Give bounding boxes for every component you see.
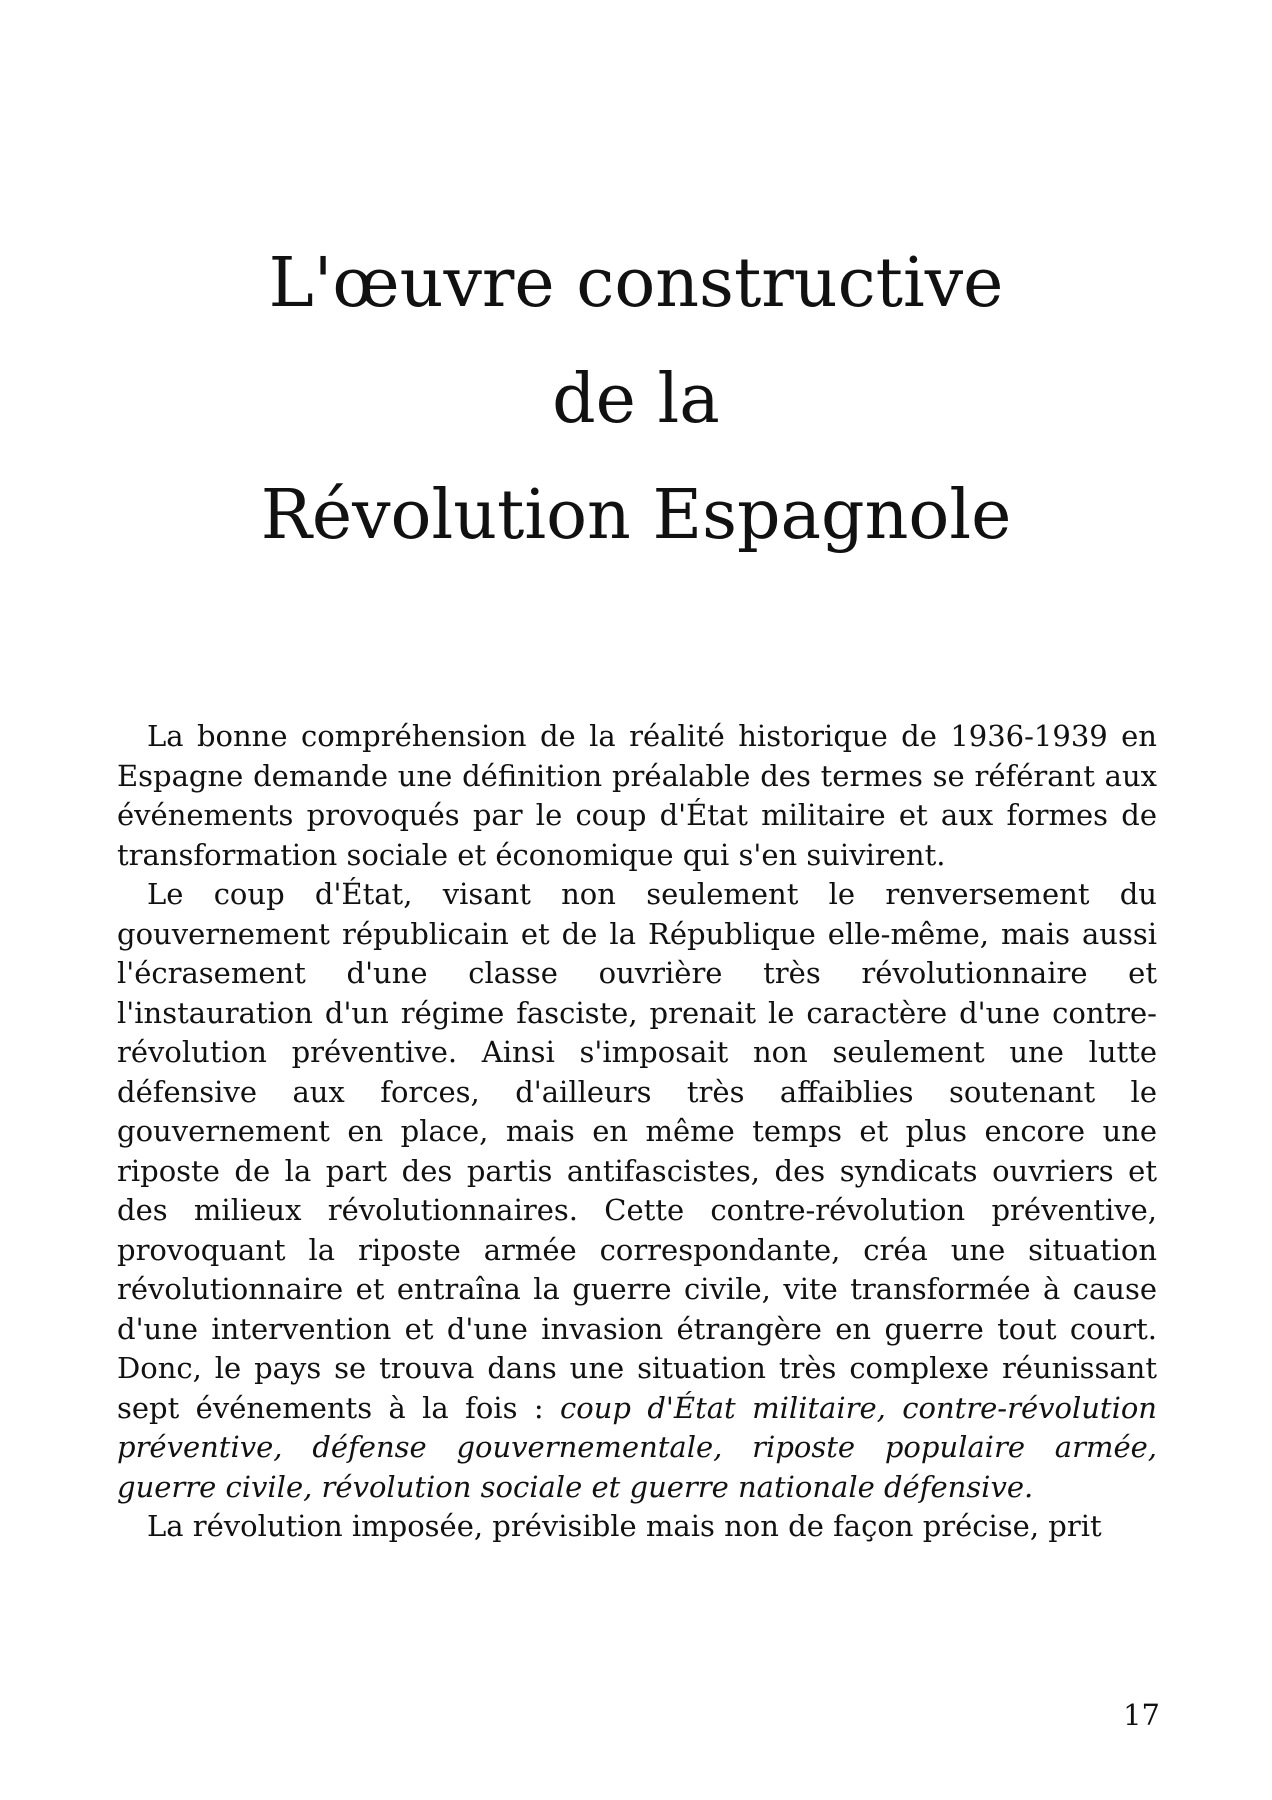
paragraph-1 — [117, 717, 1157, 875]
paragraph-2 — [117, 875, 1157, 1507]
page-number: 17 — [1123, 1698, 1160, 1732]
paragraph-2-italic-list: coup d'État militaire, contre-révolution préventive, défense gouvernementale, riposte populaire armée, guerre civile, révolution sociale et guerre nationale défensive. — [117, 1390, 1157, 1504]
chapter-title-line-2: de la — [552, 360, 720, 439]
chapter-title-line-3: Révolution Espagnole — [260, 476, 1012, 555]
paragraph-2-text: Le coup d'État, visant non seulement le renversement du gouvernement républicain et de la République elle-même, mais aussi l'écrasement d'une classe ouvrière très révolutionnaire et l'instauration d'un régime fasciste, prenait le caractère d'une contre-révolution préventive. Ainsi s'imposait non seulement une lutte défensive aux forces, d'ailleurs très affaiblies soutenant le gouvernement en place, mais en même temps et plus encore une riposte de la part des partis antifascistes, des syndicats ouvriers et des milieux révolutionnaires. Cette contre-révolution préventive, provoquant la riposte armée correspondante, créa une situation révolutionnaire et entraîna la guerre civile, vite transformée à cause d'une intervention et d'une invasion étrangère en guerre tout court. Donc, le pays se trouva dans une situation très complexe réunissant sept événements à la fois : — [117, 877, 1157, 1425]
paragraph-3-text: La révolution imposée, prévisible mais non de façon précise, prit — [147, 1509, 1102, 1543]
chapter-title-line-1: L'œuvre constructive — [268, 244, 1004, 323]
body-text — [117, 717, 1157, 1547]
paragraph-3 — [117, 1507, 1157, 1547]
paragraph-1-text: La bonne compréhension de la réalité historique de 1936-1939 en Espagne demande une définition préalable des termes se référant aux événements provoqués par le coup d'État militaire et aux formes de transformation sociale et économique qui s'en suivirent. — [117, 719, 1157, 872]
chapter-title — [0, 226, 1272, 574]
